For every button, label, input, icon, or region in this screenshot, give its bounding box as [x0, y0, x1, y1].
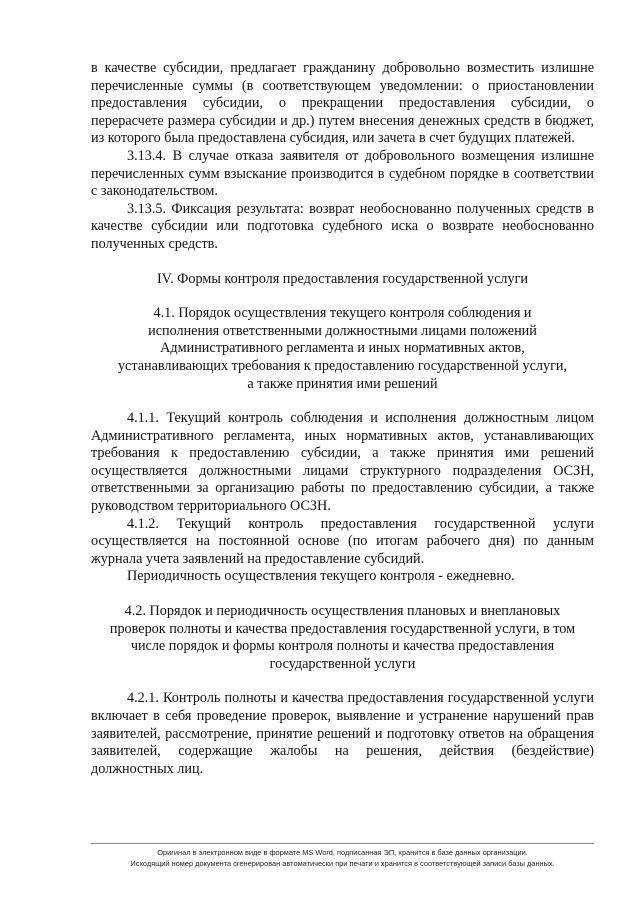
paragraph-periodicity: Периодичность осуществления текущего контроля - ежедневно.	[127, 568, 515, 585]
footer-line: Исходящий номер документа сгенерирован автоматически при печати и хранится в соответствующей записи базы данных.	[130, 859, 555, 868]
heading-4-2	[91, 603, 594, 673]
heading-line: исполнения ответственными должностными лицами положений	[148, 322, 537, 339]
footer-line: Оригинал в электронном виде в формате MS Word, подписанная ЭП, хранится в базе данных организации.	[157, 848, 528, 857]
heading-line: а также принятия ими решений	[247, 375, 438, 392]
heading-line: 4.1. Порядок осуществления текущего контроля соблюдения и	[153, 305, 532, 322]
spacer	[91, 673, 594, 690]
section-title: IV. Формы контроля предоставления государственной услуги	[156, 270, 529, 287]
paragraph-continuation: в качестве субсидии, предлагает гражданину добровольно возместить излишне перечисленные суммы (в соответствующем уведомлении: о приостановлении предоставления субсидии, о прекращении предоставления субсидии, о перерасчете размера субсидии и др.) путем внесения денежных средств в бюджет, из которого была предоставлена субсидия, или зачета в счет будущих платежей.	[91, 60, 594, 147]
spacer	[91, 393, 594, 410]
heading-4-1	[91, 305, 594, 393]
paragraph-4-2-1: 4.2.1. Контроль полноты и качества предоставления государственной услуги включает в себя проведение проверок, выявление и устранение нарушений прав заявителей, рассмотрение, принятие решений и подготовку ответов на обращения заявителей, содержащие жалобы на решения, действия (бездействие) должностных лиц.	[91, 690, 594, 777]
heading-line: 4.2. Порядок и периодичность осуществления плановых и внеплановых	[124, 603, 561, 620]
spacer	[91, 288, 594, 305]
paragraph-4-1-1: 4.1.1. Текущий контроль соблюдения и исполнения должностным лицом Административного регламента, иных нормативных актов, устанавливающих требования к предоставлению субсидии, а также принятия ими решений осуществляется должностными лицами структурного подразделения ОСЗН, ответственными за организацию работы по предоставлению субсидии, а также руководством территориального ОСЗН.	[91, 410, 594, 515]
footer-divider	[91, 843, 594, 844]
heading-line: государственной услуги	[269, 655, 416, 672]
spacer	[91, 254, 594, 271]
paragraph-3-13-4: 3.13.4. В случае отказа заявителя от добровольного возмещения излишне перечисленных сумм взыскание производится в судебном порядке в соответствии с законодательством.	[91, 147, 594, 200]
heading-line: проверок полноты и качества предоставления государственной услуги, в том	[109, 620, 576, 637]
page-footer	[60, 847, 625, 869]
spacer	[91, 586, 594, 603]
heading-line: устанавливающих требования к предоставлению государственной услуги,	[117, 357, 568, 374]
heading-line: Административного регламента и иных нормативных актов,	[160, 340, 525, 357]
paragraph-3-13-5: 3.13.5. Фиксация результата: возврат необоснованно полученных средств в качестве субсидии или подготовка судебного иска о возврате необоснованно полученных средств.	[91, 200, 594, 252]
heading-line: числе порядок и формы контроля полноты и качества предоставления	[130, 638, 555, 655]
document-body	[91, 60, 594, 778]
paragraph-4-1-2: 4.1.2. Текущий контроль предоставления государственной услуги осуществляется на постоянной основе (по итогам рабочего дня) по данным журнала учета заявлений на предоставление субсидий.	[91, 515, 594, 567]
